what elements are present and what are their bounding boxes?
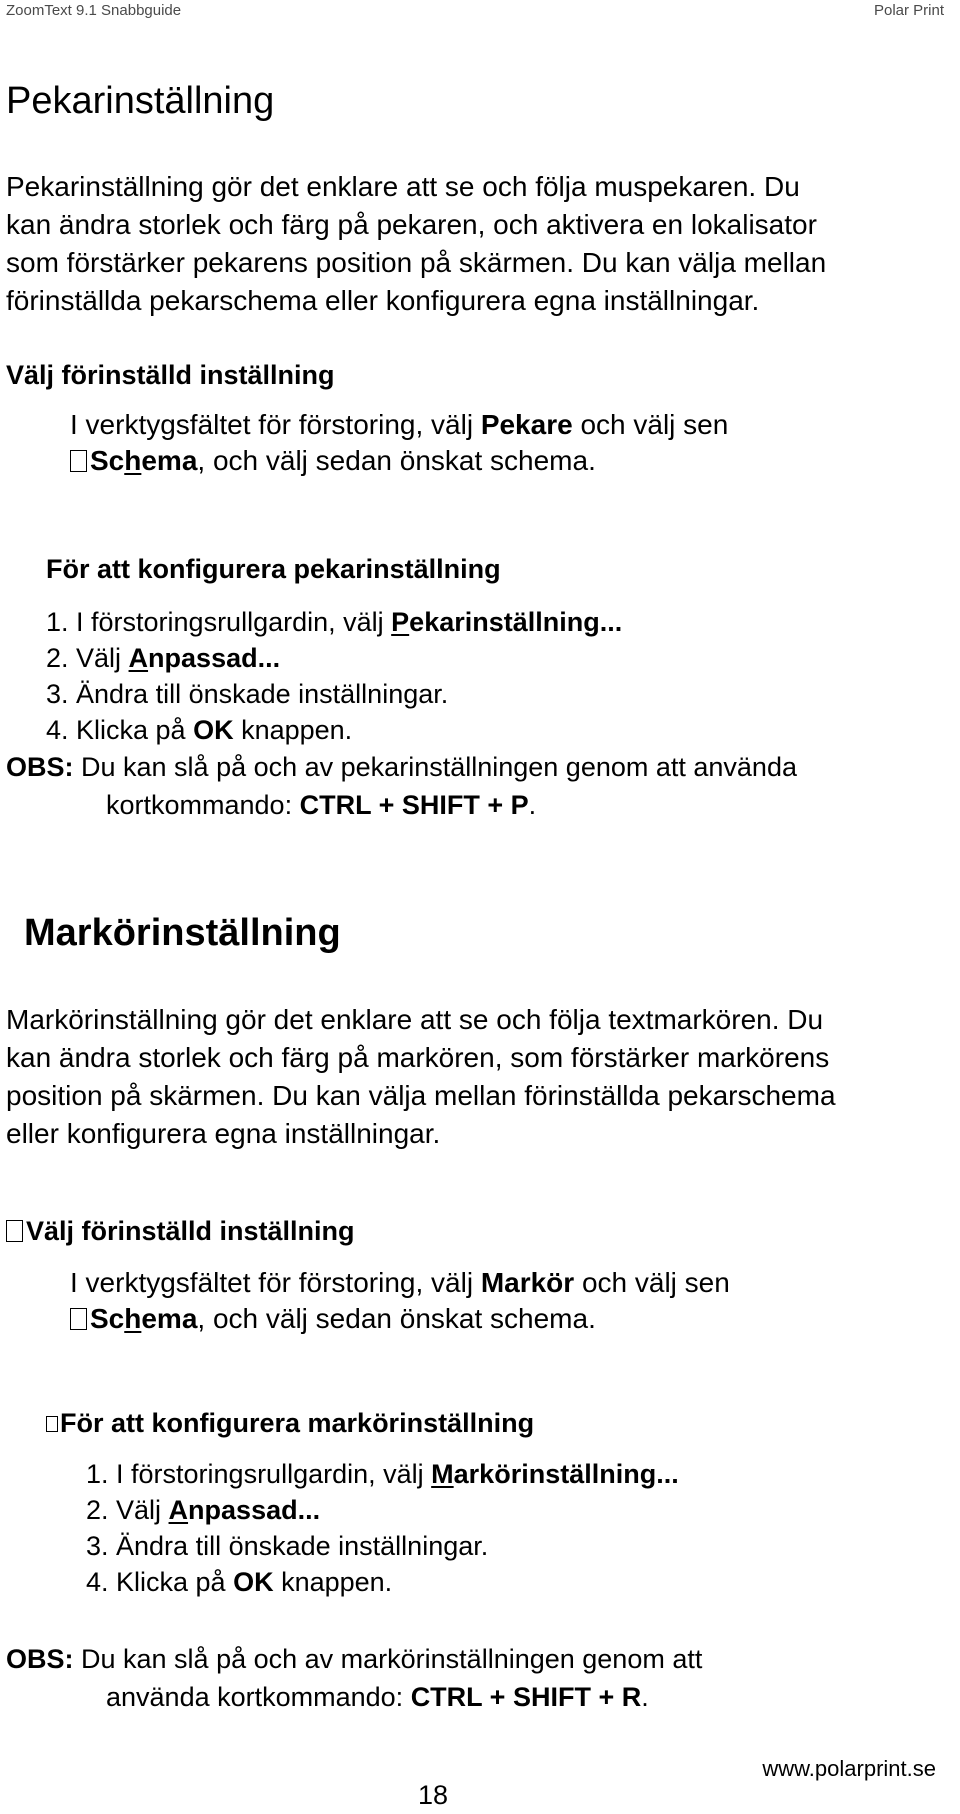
preset-line-2: Schema, och välj sedan önskat schema. bbox=[70, 442, 728, 480]
header-title: ZoomText 9.1 Snabbguide bbox=[6, 2, 182, 19]
intro-line: förinställda pekarschema eller konfigurera egna inställningar. bbox=[6, 285, 760, 316]
preset-line-1: I verktygsfältet för förstoring, välj Pekare och välj sen bbox=[70, 409, 729, 440]
cursor-preset-heading: Välj förinställd inställning bbox=[6, 1216, 355, 1247]
intro-line: Pekarinställning gör det enklare att se och följa muspekaren. Du bbox=[6, 171, 800, 202]
note-label: OBS: bbox=[6, 1644, 74, 1674]
cursor-preset-text bbox=[70, 1264, 730, 1338]
cursor-note: OBS: Du kan slå på och av markörinställningen genom att använda kortkommando: CTRL + SHIFT + R. bbox=[6, 1644, 703, 1712]
missing-glyph-icon bbox=[46, 1416, 58, 1432]
list-item: 2. Välj Anpassad... bbox=[46, 643, 281, 673]
pointer-note: OBS: Du kan slå på och av pekarinställningen genom att använda kortkommando: CTRL + SHIFT + P. bbox=[6, 752, 797, 820]
cursor-steps bbox=[86, 1456, 679, 1600]
intro-line: eller konfigurera egna inställningar. bbox=[6, 1118, 441, 1149]
intro-line: kan ändra storlek och färg på pekaren, och aktivera en lokalisator bbox=[6, 209, 817, 240]
list-item: 3. Ändra till önskade inställningar. bbox=[46, 679, 449, 709]
list-item: 1. I förstoringsrullgardin, välj Pekarinställning... bbox=[46, 607, 623, 637]
list-item: 2. Välj Anpassad... bbox=[86, 1495, 321, 1525]
list-item: 4. Klicka på OK knappen. bbox=[86, 1567, 393, 1597]
pointer-config-heading: För att konfigurera pekarinställning bbox=[46, 554, 501, 584]
missing-glyph-icon bbox=[70, 450, 87, 472]
intro-line: Markörinställning gör det enklare att se och följa textmarkören. Du bbox=[6, 1004, 824, 1035]
intro-line: som förstärker pekarens position på skärmen. Du kan välja mellan bbox=[6, 247, 827, 278]
note-label: OBS: bbox=[6, 752, 74, 782]
list-item: 4. Klicka på OK knappen. bbox=[46, 715, 353, 745]
missing-glyph-icon bbox=[6, 1220, 23, 1242]
cursor-config-heading: För att konfigurera markörinställning bbox=[46, 1408, 534, 1439]
preset-line-1: I verktygsfältet för förstoring, välj Markör och välj sen bbox=[70, 1267, 730, 1298]
pointer-preset-heading: Välj förinställd inställning bbox=[6, 360, 335, 390]
intro-line: kan ändra storlek och färg på markören, som förstärker markörens bbox=[6, 1042, 830, 1073]
page-number: 18 bbox=[418, 1780, 449, 1810]
list-item: 3. Ändra till önskade inställningar. bbox=[86, 1531, 489, 1561]
cursor-intro bbox=[6, 1001, 836, 1153]
preset-line-2: Schema, och välj sedan önskat schema. bbox=[70, 1300, 730, 1338]
intro-line: position på skärmen. Du kan välja mellan förinställda pekarschema bbox=[6, 1080, 836, 1111]
pointer-steps bbox=[46, 604, 622, 748]
section-title-cursor: Markörinställning bbox=[24, 912, 341, 954]
list-item: 1. I förstoringsrullgardin, välj Markörinställning... bbox=[86, 1459, 679, 1489]
header-brand: Polar Print bbox=[873, 2, 944, 19]
missing-glyph-icon bbox=[70, 1308, 87, 1330]
footer-url: www.polarprint.se bbox=[762, 1756, 936, 1781]
pointer-intro bbox=[6, 168, 826, 320]
section-title-pointer: Pekarinställning bbox=[6, 80, 275, 122]
pointer-preset-text bbox=[70, 406, 728, 480]
